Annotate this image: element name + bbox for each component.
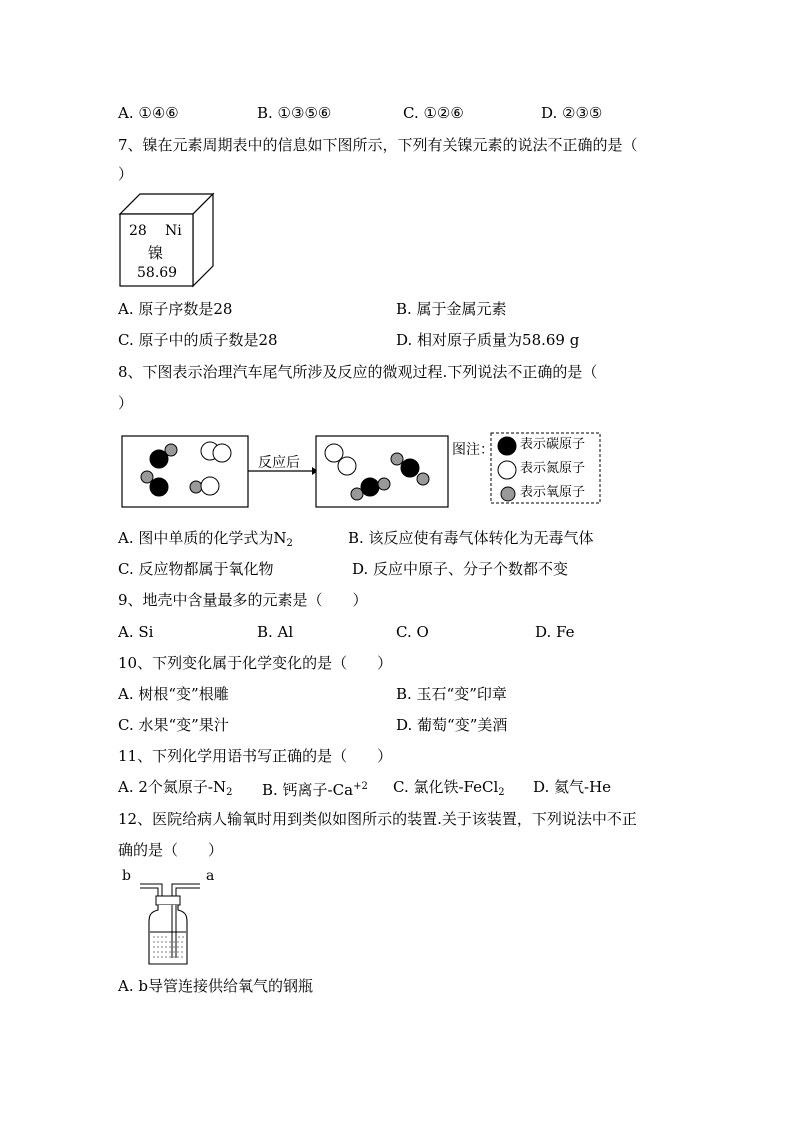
q9-option-b: B. Al [257, 623, 294, 641]
q7-stem-end: ） [118, 165, 134, 183]
q10-stem: 10、下列变化属于化学变化的是（ ） [118, 654, 393, 672]
q10-option-c: C. 水果“变”果汁 [118, 716, 229, 734]
q8-arrow-label: 反应后 [258, 455, 300, 471]
q8-option-c: C. 反应物都属于氧化物 [118, 560, 274, 578]
q7-option-d: D. 相对原子质量为58.69 g [396, 331, 580, 349]
q7-atomic-number: 28 [129, 223, 147, 239]
q12-stem-line1: 12、医院给病人输氧时用到类似如图所示的装置.关于该装置，下列说法中不正 [118, 810, 637, 828]
q7-option-a: A. 原子序数是28 [118, 300, 233, 318]
q8-option-b: B. 该反应使有毒气体转化为无毒气体 [348, 529, 594, 547]
q10-option-b: B. 玉石“变”印章 [396, 685, 507, 703]
q8-legend-nitrogen: 表示氮原子 [520, 461, 586, 476]
q11-option-c: C. 氯化铁-FeCl$_2$ [393, 778, 505, 798]
q8-legend-carbon: 表示碳原子 [520, 437, 586, 452]
q8-legend-title: 图注： [452, 442, 494, 458]
q11-option-a: A. 2个氮原子$-N_2$ [118, 778, 233, 798]
q6-option-b: B. ①③⑤⑥ [257, 104, 332, 122]
q8-option-a: A. 图中单质的化学式为$N_2$ [118, 529, 293, 549]
q9-option-d: D. Fe [535, 623, 575, 641]
q7-option-c: C. 原子中的质子数是28 [118, 331, 278, 349]
q9-option-c: C. O [396, 623, 429, 641]
q7-stem: 7、镍在元素周期表中的信息如下图所示，下列有关镍元素的说法不正确的是（ [118, 136, 638, 154]
q8-stem: 8、下图表示治理汽车尾气所涉及反应的微观过程.下列说法不正确的是（ [118, 363, 598, 381]
q11-option-b: B. 钙离子$-Ca^{+2}$ [262, 781, 368, 799]
q6-option-c: C. ①②⑥ [403, 104, 464, 122]
q10-option-a: A. 树根“变”根雕 [118, 685, 229, 703]
q9-stem: 9、地壳中含量最多的元素是（ ） [118, 591, 368, 609]
q12-stem-line2: 确的是（ ） [118, 841, 224, 859]
q7-atomic-mass: 58.69 [137, 265, 178, 281]
q12-label-b: b [122, 868, 131, 884]
q7-option-b: B. 属于金属元素 [396, 300, 507, 318]
q8-stem-end: ） [118, 394, 134, 412]
q11-option-d: D. 氦气-He [533, 778, 612, 796]
q6-option-d: D. ②③⑤ [541, 104, 603, 122]
q7-element-name: 镍 [148, 244, 164, 262]
q7-element-symbol: Ni [165, 223, 182, 239]
q8-option-d: D. 反应中原子、分子个数都不变 [352, 560, 569, 578]
q11-stem: 11、下列化学用语书写正确的是（ ） [118, 747, 393, 765]
q9-option-a: A. Si [118, 623, 154, 641]
q8-legend-oxygen: 表示氧原子 [520, 485, 586, 500]
q12-label-a: a [206, 868, 215, 884]
q12-option-a: A. b导管连接供给氧气的钢瓶 [118, 977, 313, 995]
q10-option-d: D. 葡萄“变”美酒 [396, 716, 508, 734]
q6-option-a: A. ①④⑥ [118, 104, 179, 122]
